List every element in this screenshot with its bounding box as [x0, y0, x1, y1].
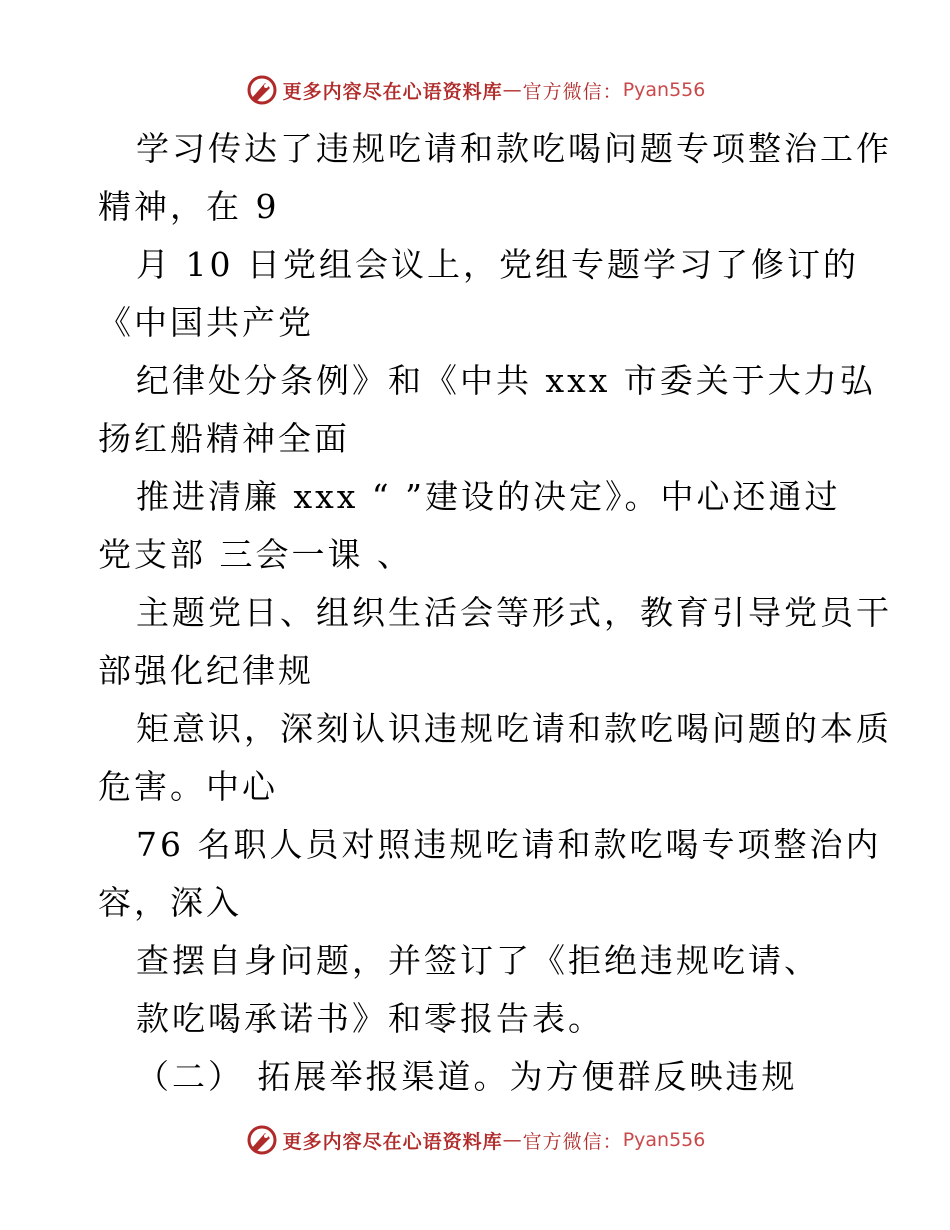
footer-banner: [0, 1120, 950, 1160]
banner-separator: —: [502, 1129, 523, 1151]
header-banner: [0, 70, 950, 110]
text-line: 月 10 日党组会议上，党组专题学习了修订的: [136, 245, 859, 284]
text-line: 扬红船精神全面: [98, 419, 350, 458]
text-line: 推进清廉 xxx “ ”建设的决定》。中心还通过: [136, 477, 841, 516]
pen-nib-logo-icon: [245, 73, 279, 107]
text-line: 查摆自身问题，并签订了《拒绝违规吃请、: [136, 941, 820, 980]
banner-promo-text: 更多内容尽在心语资料库: [282, 80, 503, 103]
text-line: 主题党日、组织生活会等形式，教育引导党员干: [136, 593, 892, 632]
text-line: 党支部 三会一课 、: [98, 535, 413, 574]
text-line: 76 名职人员对照违规吃请和款吃喝专项整治内: [136, 825, 882, 864]
banner-wechat-id: Pyan556: [622, 1129, 706, 1151]
banner-wechat-id: Pyan556: [622, 79, 706, 101]
text-line: 部强化纪律规: [98, 651, 314, 690]
text-line: 学习传达了违规吃请和款吃喝问题专项整治工作: [136, 129, 892, 168]
banner-wechat-label: 官方微信：: [522, 1130, 623, 1153]
text-line: 款吃喝承诺书》和零报告表。: [136, 999, 604, 1038]
pen-nib-logo-icon: [245, 1123, 279, 1157]
banner-wechat-label: 官方微信：: [522, 80, 623, 103]
section-heading-line: （二） 拓展举报渠道。为方便群反映违规: [136, 1057, 798, 1096]
text-line: 危害。中心: [98, 767, 278, 806]
text-line: 矩意识，深刻认识违规吃请和款吃喝问题的本质: [136, 709, 892, 748]
banner-promo-text: 更多内容尽在心语资料库: [282, 1130, 503, 1153]
text-line: 纪律处分条例》和《中共 xxx 市委关于大力弘: [136, 361, 876, 400]
text-line: 精神，在 9: [98, 187, 280, 226]
document-body: [98, 120, 892, 1106]
banner-separator: —: [502, 79, 523, 101]
text-line: 《中国共产党: [98, 303, 314, 342]
text-line: 容，深入: [98, 883, 242, 922]
